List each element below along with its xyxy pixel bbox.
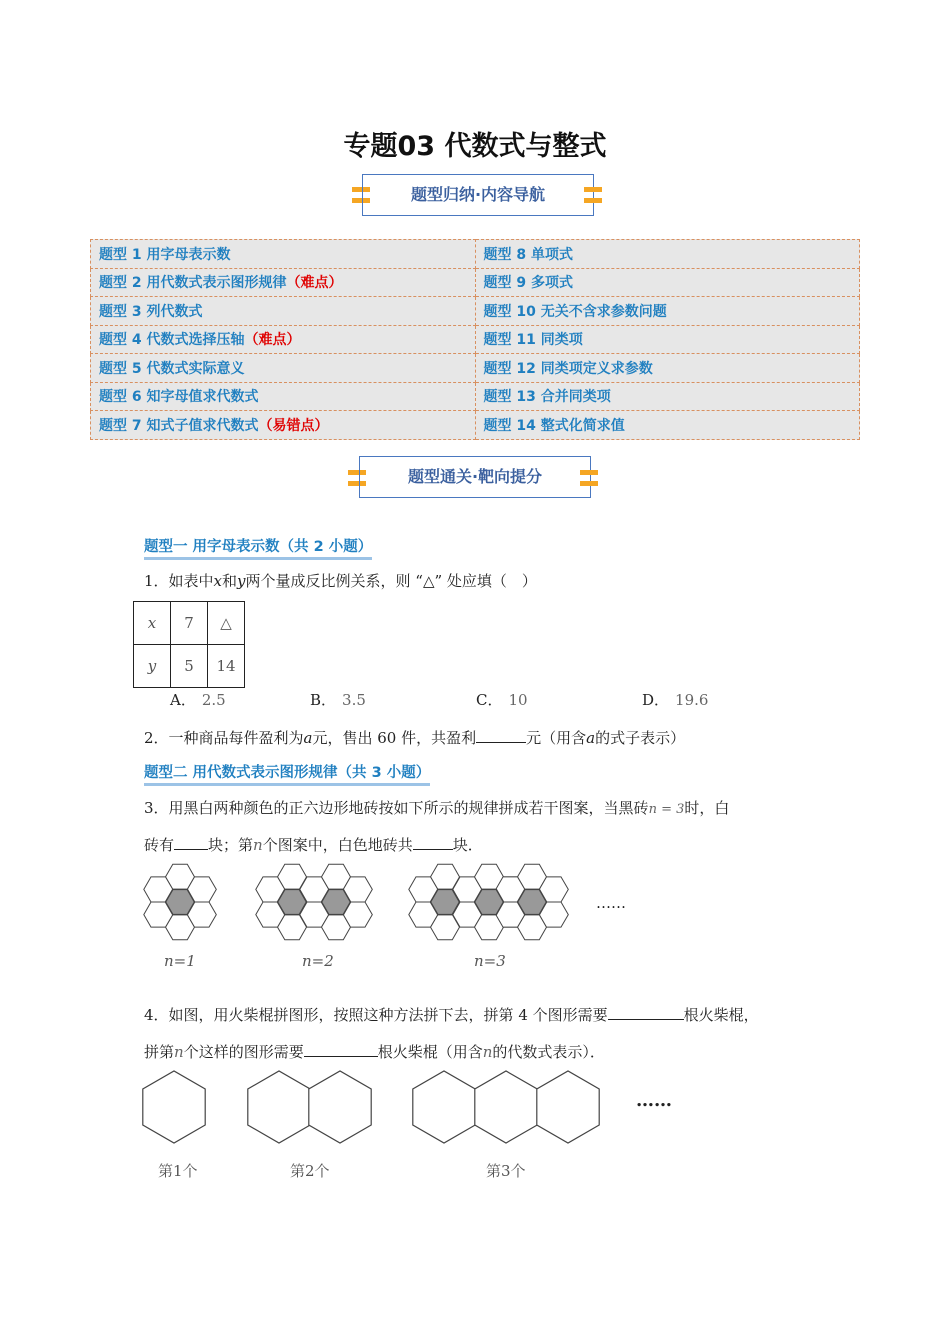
nav-label: 题型 7 知式子值求代数式 — [99, 417, 259, 434]
q3-text: 块． — [452, 836, 483, 854]
nav-label: 题型 6 知字母值求代数式 — [99, 389, 259, 406]
option-key: D． — [642, 691, 670, 709]
nav-banner: 题型归纳·内容导航 — [362, 174, 594, 216]
black-tile — [322, 889, 351, 914]
cell: x — [134, 602, 171, 645]
match-caption: 第2个 — [290, 1162, 330, 1180]
nav-label: 题型 5 代数式实际意义 — [99, 360, 245, 377]
nav-label: 题型 2 用代数式表示图形规律 — [99, 275, 287, 292]
option-value: 2.5 — [201, 691, 226, 709]
var-x: x — [213, 572, 223, 590]
nav-label: 题型 10 无关不含求参数问题 — [483, 303, 667, 320]
nav-label: 题型 9 多项式 — [483, 275, 573, 292]
option-key: C． — [476, 691, 503, 709]
option-key: B． — [310, 691, 337, 709]
nav-label: 题型 14 整式化简求值 — [483, 417, 625, 434]
var-a: a — [586, 729, 596, 747]
hex-caption: n=1 — [164, 952, 196, 970]
nav-tag: （难点） — [286, 275, 343, 292]
section-heading-2[interactable]: 题型二 用代数式表示图形规律（共 3 小题） — [144, 761, 430, 786]
q3-text: 块；第 — [208, 836, 254, 854]
nav-label: 题型 11 同类项 — [483, 332, 583, 349]
var-n: n — [482, 1043, 493, 1061]
matchstick-hexagon — [475, 1071, 537, 1143]
matchstick-hexagon — [309, 1071, 371, 1143]
nav-tag: （难点） — [244, 332, 301, 349]
q2-text: 元，售出 60 件，共盈利 — [312, 729, 477, 747]
matchstick-hexagon — [537, 1071, 599, 1143]
black-tile — [278, 889, 307, 914]
matchstick-hexagon — [143, 1071, 205, 1143]
q4-text: 4．如图，用火柴棍拼图形，按照这种方法拼下去，拼第 4 个图形需要 — [144, 1006, 608, 1024]
black-tile — [518, 889, 547, 914]
nav-tag: （易错点） — [258, 417, 329, 434]
var-y: y — [237, 572, 246, 590]
option-value: 3.5 — [342, 691, 366, 709]
q1-text: 1．如表中 — [144, 572, 214, 590]
q4-text: 拼第 — [144, 1043, 175, 1061]
q4-text: 根火柴棍（用含 — [377, 1043, 483, 1061]
var-n: n — [253, 836, 263, 854]
cell: y — [134, 645, 171, 688]
answer-blank[interactable] — [608, 1005, 684, 1020]
matchstick-hexagon — [248, 1071, 310, 1143]
q2-text: 2．一种商品每件盈利为 — [144, 729, 304, 747]
matchstick-hexagon — [413, 1071, 475, 1143]
nav-label: 题型 13 合并同类项 — [483, 389, 611, 406]
page-title: 专题03 代数式与整式 — [343, 131, 607, 162]
q4-text: 个这样的图形需要 — [183, 1043, 304, 1061]
var-a: a — [303, 729, 313, 747]
q4-text: 根火柴棍， — [683, 1006, 759, 1024]
option-key: A． — [170, 691, 196, 709]
var-n: n = 3 — [648, 802, 685, 817]
option-value: 10 — [508, 691, 528, 709]
nav-label: 题型 12 同类项定义求参数 — [483, 360, 653, 377]
answer-blank[interactable] — [304, 1042, 378, 1057]
nav-label: 题型 3 列代数式 — [99, 303, 203, 320]
section-heading-1[interactable]: 题型一 用字母表示数（共 2 小题） — [144, 535, 372, 560]
q3-text: 砖有 — [144, 836, 175, 854]
q4-text: 的代数式表示）． — [492, 1043, 605, 1061]
match-caption: 第1个 — [158, 1162, 198, 1180]
q2-text: 的式子表示） — [595, 729, 686, 747]
practice-banner: 题型通关·靶向提分 — [359, 456, 591, 498]
match-caption: 第3个 — [486, 1162, 526, 1180]
ellipsis: …… — [636, 1090, 672, 1111]
cell: 7 — [171, 602, 208, 645]
cell: 5 — [171, 645, 208, 688]
nav-label: 题型 4 代数式选择压轴 — [99, 332, 245, 349]
q1-text: 和 — [222, 572, 238, 590]
black-tile — [475, 889, 504, 914]
cell: 14 — [208, 645, 245, 688]
question-4-line1 — [144, 1004, 759, 1025]
option-value: 19.6 — [675, 691, 709, 709]
black-tile — [166, 889, 195, 914]
black-tile — [431, 889, 460, 914]
q3-text: 个图案中，白色地砖共 — [262, 836, 413, 854]
hex-caption: n=2 — [302, 952, 334, 970]
ellipsis: …… — [596, 894, 626, 912]
hex-caption: n=3 — [474, 952, 506, 970]
var-n: n — [174, 1043, 184, 1061]
question-4-line2 — [144, 1041, 605, 1062]
cell: △ — [208, 602, 245, 645]
q3-text: 3．用黑白两种颜色的正六边形地砖按如下所示的规律拼成若干图案，当黑砖 — [144, 799, 649, 817]
q3-text: 时，白 — [684, 799, 730, 817]
q1-text: 两个量成反比例关系，则 “△” 处应填（ ） — [245, 572, 537, 590]
nav-label: 题型 8 单项式 — [483, 246, 573, 263]
q2-text: 元（用含 — [526, 729, 587, 747]
nav-label: 题型 1 用字母表示数 — [99, 246, 231, 263]
